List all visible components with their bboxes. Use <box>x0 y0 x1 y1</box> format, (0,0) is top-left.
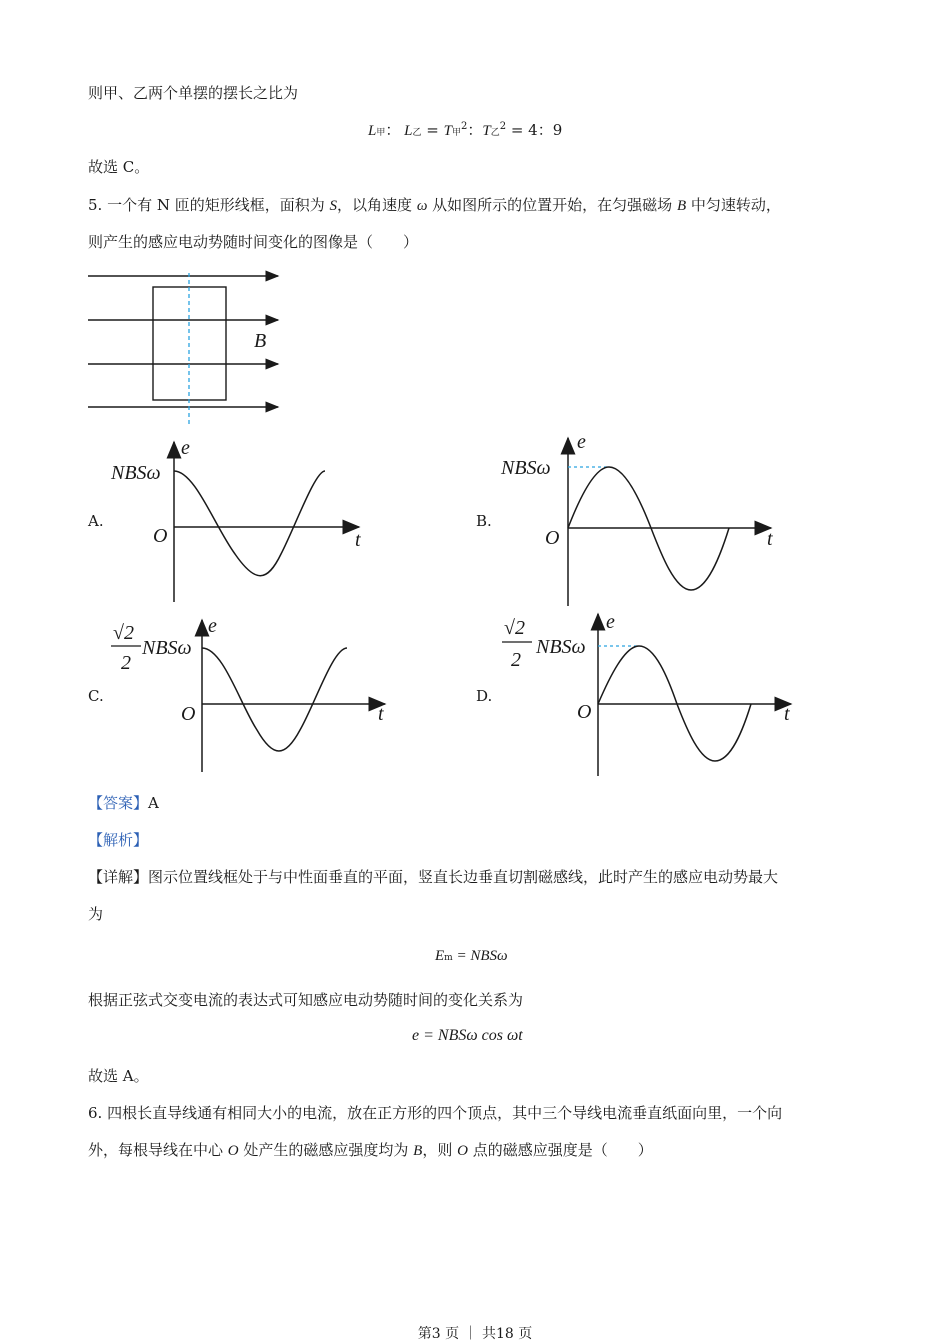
emf-curve <box>174 471 325 576</box>
origin-label: O <box>153 525 168 547</box>
coef-numerator: √2 <box>504 617 525 639</box>
option-a-letter: A. <box>88 512 104 530</box>
t-label: t <box>784 703 790 725</box>
ratio-formula: L甲： L乙 = T甲$^2$：T乙$^2$ = 4：9 <box>368 121 563 139</box>
answer-tag: 【答案】 <box>88 794 149 812</box>
origin-label: O <box>577 701 592 723</box>
field-label-b: B <box>254 330 267 352</box>
q5-line2: 则产生的感应电动势随时间变化的图像是（ ） <box>88 233 419 251</box>
equation-em: Em = NBSω <box>435 948 508 964</box>
e-label: e <box>577 432 586 453</box>
t-label: t <box>355 529 361 551</box>
sentence-line: 根据正弦式交变电流的表达式可知感应电动势随时间的变化关系为 <box>88 991 524 1009</box>
magnetic-field-figure <box>80 265 300 430</box>
t-label: t <box>378 703 384 725</box>
detail-line1: 【详解】图示位置线框处于与中性面垂直的平面，竖直长边垂直切割磁感线，此时产生的感应电动势最大 <box>88 868 779 886</box>
t-label: t <box>767 528 773 550</box>
e-label: e <box>606 611 615 633</box>
peak-label: NBSω <box>536 636 586 658</box>
option-c-letter: C. <box>88 687 104 705</box>
intro-line: 则甲、乙两个单摆的摆长之比为 <box>88 84 299 102</box>
analysis-tag: 【解析】 <box>88 831 149 849</box>
option-d-letter: D. <box>476 687 493 705</box>
option-c-graph <box>105 612 395 774</box>
origin-label: O <box>545 527 560 549</box>
q5-line1: 5. 一个有 N 匝的矩形线框，面积为 S，以角速度 ω 从如图所示的位置开始，在匀强磁场 B 中匀速转动， <box>88 196 781 214</box>
emf-curve <box>202 648 347 751</box>
equation-e: e = NBSω cos ωt <box>412 1027 523 1044</box>
coef-denominator: 2 <box>511 649 521 671</box>
prev-choose: 故选 C。 <box>88 158 150 176</box>
peak-label: NBSω <box>142 637 192 659</box>
answer-value: A <box>148 794 159 812</box>
option-d-graph <box>495 608 805 780</box>
detail-tag: 【详解】 <box>88 868 149 886</box>
coef-numerator: √2 <box>113 622 134 644</box>
e-label: e <box>181 437 190 459</box>
q6-line1: 6. 四根长直导线通有相同大小的电流，放在正方形的四个顶点，其中三个导线电流垂直纸面向里，一个向 <box>88 1104 783 1122</box>
coef-denominator: 2 <box>121 652 131 674</box>
option-b-graph <box>495 432 785 610</box>
q6-line2: 外，每根导线在中心 O 处产生的磁感应强度均为 B，则 O 点的磁感应强度是（ ） <box>88 1141 653 1159</box>
e-label: e <box>208 615 217 637</box>
origin-label: O <box>181 703 196 725</box>
page-footer: 第3 页 ｜ 共18 页 <box>417 1326 533 1342</box>
choose-line: 故选 A。 <box>88 1067 149 1085</box>
detail-line2: 为 <box>88 905 104 923</box>
peak-label: NBSω <box>501 457 551 479</box>
peak-label: NBSω <box>111 462 161 484</box>
answer-line <box>88 792 159 813</box>
option-b-letter: B. <box>476 512 492 530</box>
option-a-graph <box>105 436 375 606</box>
